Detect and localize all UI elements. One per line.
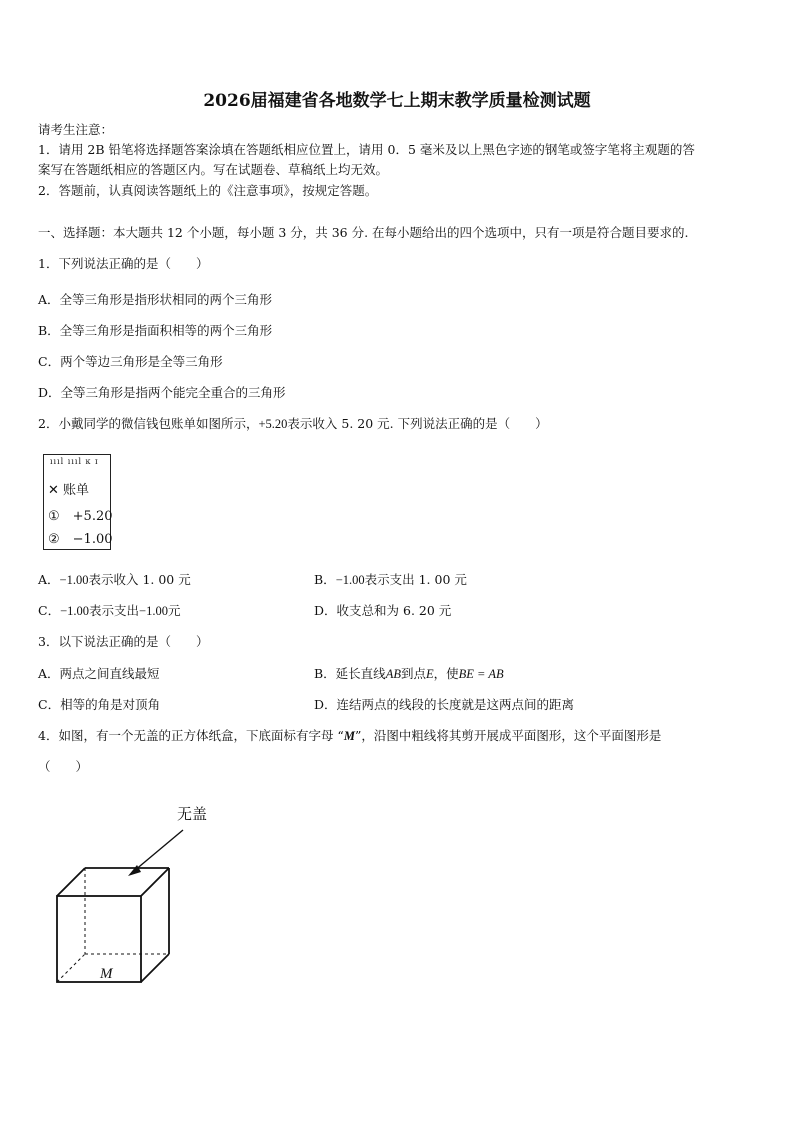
- option-c-text: 表示支出: [89, 603, 140, 618]
- question-3-option-b: [314, 664, 504, 684]
- question-2-option-b: [314, 570, 467, 590]
- question-3-stem: 3．以下说法正确的是（ ）: [38, 634, 209, 649]
- option-b-text-1: B．延长直线: [314, 666, 386, 681]
- notice-heading: 请考生注意：: [38, 122, 114, 137]
- option-b-math-3: BE = AB: [458, 667, 504, 681]
- question-3-option-a: A．两点之间直线最短: [38, 666, 160, 681]
- question-4-stem-part-a: 4．如图，有一个无盖的正方体纸盒，下底面标有字母 “: [38, 728, 344, 743]
- wallet-item-2: ② −1.00: [48, 532, 113, 547]
- wallet-status-bar: ıııl ıııl ĸ ɪ: [50, 457, 99, 466]
- question-2-option-c: [38, 601, 180, 621]
- open-cube-figure: [40, 795, 220, 995]
- option-a-prefix: A．: [38, 572, 60, 587]
- option-b-prefix: B．: [314, 572, 336, 587]
- option-b-math-2: E: [425, 667, 434, 681]
- question-1-option-c: C．两个等边三角形是全等三角形: [38, 354, 223, 369]
- option-b-math-1: AB: [385, 667, 401, 681]
- question-2-stem: [38, 414, 548, 434]
- option-c-end: 元: [167, 603, 181, 618]
- question-2-option-d: D．收支总和为 6. 20 元: [314, 603, 452, 618]
- option-a-text: 表示收入 1. 00 元: [88, 572, 191, 587]
- option-c-math-1: −1.00: [60, 604, 90, 618]
- question-2-option-a: [38, 570, 191, 590]
- notice-item-1-line-1: 1．请用 2B 铅笔将选择题答案涂填在答题纸相应位置上，请用 0．5 毫米及以上黑色字迹的钢笔或签字笔将主观题的答: [38, 142, 695, 157]
- cube-edge-top-left: [57, 868, 85, 896]
- question-4-stem-part-b: ”，沿图中粗线将其剪开展成平面图形，这个平面图形是: [354, 728, 662, 743]
- option-b-math: −1.00: [335, 573, 365, 587]
- question-1-option-b: B．全等三角形是指面积相等的两个三角形: [38, 323, 273, 338]
- notice-item-2: 2．答题前，认真阅读答题纸上的《注意事项》，按规定答题。: [38, 183, 378, 198]
- question-2-stem-part-a: 2．小戴同学的微信钱包账单如图所示，: [38, 416, 259, 431]
- question-3-option-d: D．连结两点的线段的长度就是这两点间的距离: [314, 697, 575, 712]
- question-3-option-c: C．相等的角是对顶角: [38, 697, 161, 712]
- question-1-stem: 1．下列说法正确的是（ ）: [38, 256, 209, 271]
- question-2-stem-part-b: 表示收入 5. 20 元. 下列说法正确的是（ ）: [287, 416, 548, 431]
- option-c-prefix: C．: [38, 603, 61, 618]
- wallet-bill-figure: [43, 454, 111, 550]
- page-title: 2026届福建省各地数学七上期末教学质量检测试题: [203, 91, 591, 111]
- option-c-math-2: −1.00: [139, 604, 168, 618]
- option-a-math: −1.00: [59, 573, 89, 587]
- question-1-option-a: A．全等三角形是指形状相同的两个三角形: [38, 292, 273, 307]
- question-1-option-d: D．全等三角形是指两个能完全重合的三角形: [38, 385, 286, 400]
- wallet-title: ✕ 账单: [48, 483, 90, 498]
- cube-hidden-edge-bottom-left: [57, 954, 85, 982]
- cube-edge-bottom-right: [141, 954, 169, 982]
- option-b-text-3: ，使: [433, 666, 459, 681]
- no-lid-label: 无盖: [177, 805, 208, 823]
- section-heading: 一、选择题：本大题共 12 个小题，每小题 3 分，共 36 分. 在每小题给出的四个选项中，只有一项是符合题目要求的.: [38, 225, 689, 240]
- wallet-item-1: ① +5.20: [48, 509, 113, 524]
- option-b-text: 表示支出 1. 00 元: [364, 572, 467, 587]
- question-4-stem: [38, 726, 661, 746]
- question-4-stem-math: M: [343, 729, 355, 743]
- cube-edge-top-right: [141, 868, 169, 896]
- arrow-line: [134, 830, 183, 871]
- question-4-paren: （ ）: [38, 759, 89, 774]
- option-b-text-2: 到点: [400, 666, 426, 681]
- face-letter-m: M: [100, 966, 113, 982]
- notice-item-1-line-2: 案写在答题纸相应的答题区内。写在试题卷、草稿纸上均无效。: [38, 162, 389, 177]
- question-2-stem-math: +5.20: [258, 417, 288, 431]
